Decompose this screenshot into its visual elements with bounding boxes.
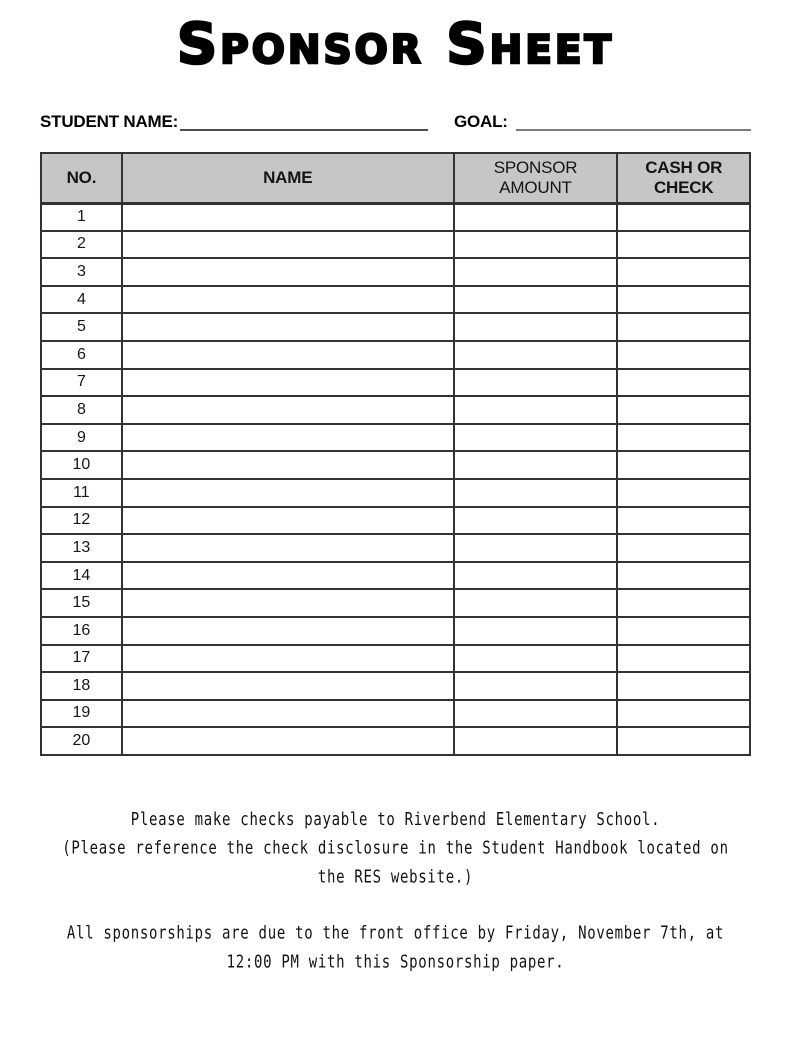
sponsor-amount-cell[interactable]	[454, 424, 618, 452]
cash-or-check-cell[interactable]	[617, 369, 750, 397]
name-cell[interactable]	[122, 203, 454, 231]
name-cell[interactable]	[122, 479, 454, 507]
table-row	[41, 258, 750, 286]
cash-or-check-cell[interactable]	[617, 424, 750, 452]
table-row	[41, 203, 750, 231]
table-row	[41, 396, 750, 424]
sponsor-amount-cell[interactable]	[454, 589, 618, 617]
cash-or-check-cell[interactable]	[617, 396, 750, 424]
name-cell[interactable]	[122, 645, 454, 673]
sponsor-amount-cell[interactable]	[454, 231, 618, 259]
due-date-note	[0, 920, 791, 978]
note-line: Please make checks payable to Riverbend Elementary School.	[130, 809, 661, 830]
sponsor-amount-cell[interactable]	[454, 451, 618, 479]
name-cell[interactable]	[122, 396, 454, 424]
table-row	[41, 231, 750, 259]
name-cell[interactable]	[122, 341, 454, 369]
cash-or-check-cell[interactable]	[617, 645, 750, 673]
sponsor-amount-cell[interactable]	[454, 534, 618, 562]
cash-or-check-cell[interactable]	[617, 479, 750, 507]
table-row	[41, 617, 750, 645]
cash-or-check-cell[interactable]	[617, 589, 750, 617]
cash-or-check-cell[interactable]	[617, 451, 750, 479]
table-row	[41, 313, 750, 341]
table-row	[41, 369, 750, 397]
name-cell[interactable]	[122, 369, 454, 397]
checks-payable-note	[0, 806, 791, 892]
row-number-cell: 3	[41, 258, 122, 286]
note-line: 12:00 PM with this Sponsorship paper.	[226, 952, 565, 973]
cash-or-check-cell[interactable]	[617, 617, 750, 645]
cash-or-check-cell[interactable]	[617, 258, 750, 286]
goal-label: GOAL:	[454, 112, 508, 131]
row-number-cell: 18	[41, 672, 122, 700]
table-row	[41, 341, 750, 369]
sponsor-table-body	[41, 203, 750, 755]
column-header-name: NAME	[122, 153, 454, 203]
name-cell[interactable]	[122, 286, 454, 314]
sponsor-amount-cell[interactable]	[454, 617, 618, 645]
sponsor-amount-cell[interactable]	[454, 369, 618, 397]
table-row	[41, 534, 750, 562]
row-number-cell: 7	[41, 369, 122, 397]
row-number-cell: 5	[41, 313, 122, 341]
cash-or-check-cell[interactable]	[617, 534, 750, 562]
student-name-blank-line[interactable]	[180, 123, 428, 131]
name-cell[interactable]	[122, 258, 454, 286]
cash-or-check-cell[interactable]	[617, 672, 750, 700]
name-cell[interactable]	[122, 231, 454, 259]
row-number-cell: 16	[41, 617, 122, 645]
cash-or-check-cell[interactable]	[617, 231, 750, 259]
table-row	[41, 727, 750, 755]
name-cell[interactable]	[122, 589, 454, 617]
sponsor-sheet-page	[0, 14, 791, 1038]
name-cell[interactable]	[122, 534, 454, 562]
row-number-cell: 2	[41, 231, 122, 259]
table-row	[41, 700, 750, 728]
cash-or-check-cell[interactable]	[617, 313, 750, 341]
cash-or-check-cell[interactable]	[617, 341, 750, 369]
table-row	[41, 451, 750, 479]
top-fields-row	[0, 108, 791, 132]
student-name-label: STUDENT NAME:	[40, 112, 179, 131]
name-cell[interactable]	[122, 313, 454, 341]
sponsor-amount-cell[interactable]	[454, 258, 618, 286]
page-title: Sponsor Sheet	[176, 12, 615, 77]
table-row	[41, 645, 750, 673]
sponsor-amount-cell[interactable]	[454, 313, 618, 341]
cash-or-check-cell[interactable]	[617, 203, 750, 231]
row-number-cell: 4	[41, 286, 122, 314]
row-number-cell: 9	[41, 424, 122, 452]
name-cell[interactable]	[122, 672, 454, 700]
table-row	[41, 507, 750, 535]
name-cell[interactable]	[122, 562, 454, 590]
row-number-cell: 14	[41, 562, 122, 590]
name-cell[interactable]	[122, 700, 454, 728]
row-number-cell: 1	[41, 203, 122, 231]
row-number-cell: 15	[41, 589, 122, 617]
column-header-sponsor-amount: SPONSOR AMOUNT	[454, 153, 618, 203]
cash-or-check-cell[interactable]	[617, 562, 750, 590]
cash-or-check-cell[interactable]	[617, 286, 750, 314]
sponsor-amount-cell[interactable]	[454, 562, 618, 590]
sponsor-amount-cell[interactable]	[454, 203, 618, 231]
sponsor-amount-cell[interactable]	[454, 727, 618, 755]
sponsor-amount-cell[interactable]	[454, 396, 618, 424]
sponsor-amount-cell[interactable]	[454, 672, 618, 700]
cash-or-check-cell[interactable]	[617, 727, 750, 755]
table-row	[41, 286, 750, 314]
sponsor-table	[40, 152, 751, 756]
name-cell[interactable]	[122, 451, 454, 479]
row-number-cell: 17	[41, 645, 122, 673]
name-cell[interactable]	[122, 424, 454, 452]
column-header-no: NO.	[41, 153, 122, 203]
row-number-cell: 10	[41, 451, 122, 479]
sponsor-amount-cell[interactable]	[454, 479, 618, 507]
footer-notes	[0, 806, 791, 977]
table-row	[41, 479, 750, 507]
table-row	[41, 424, 750, 452]
goal-field	[454, 112, 751, 132]
name-cell[interactable]	[122, 507, 454, 535]
row-number-cell: 19	[41, 700, 122, 728]
note-line: the RES website.)	[317, 867, 474, 888]
note-line: All sponsorships are due to the front office by Friday, November 7th, at	[66, 923, 725, 944]
sponsor-amount-cell[interactable]	[454, 645, 618, 673]
row-number-cell: 6	[41, 341, 122, 369]
row-number-cell: 20	[41, 727, 122, 755]
student-name-field	[40, 112, 428, 132]
name-cell[interactable]	[122, 727, 454, 755]
goal-blank-line[interactable]	[516, 123, 751, 131]
sponsor-amount-cell[interactable]	[454, 507, 618, 535]
column-header-cash-or-check: CASH OR CHECK	[617, 153, 750, 203]
row-number-cell: 8	[41, 396, 122, 424]
table-row	[41, 672, 750, 700]
sponsor-amount-cell[interactable]	[454, 341, 618, 369]
name-cell[interactable]	[122, 617, 454, 645]
table-header-row	[41, 153, 750, 203]
sponsor-amount-cell[interactable]	[454, 286, 618, 314]
sponsor-amount-cell[interactable]	[454, 700, 618, 728]
cash-or-check-cell[interactable]	[617, 507, 750, 535]
row-number-cell: 13	[41, 534, 122, 562]
note-line: (Please reference the check disclosure in the Student Handbook located on	[62, 838, 729, 859]
table-row	[41, 589, 750, 617]
row-number-cell: 12	[41, 507, 122, 535]
row-number-cell: 11	[41, 479, 122, 507]
cash-or-check-cell[interactable]	[617, 700, 750, 728]
table-row	[41, 562, 750, 590]
